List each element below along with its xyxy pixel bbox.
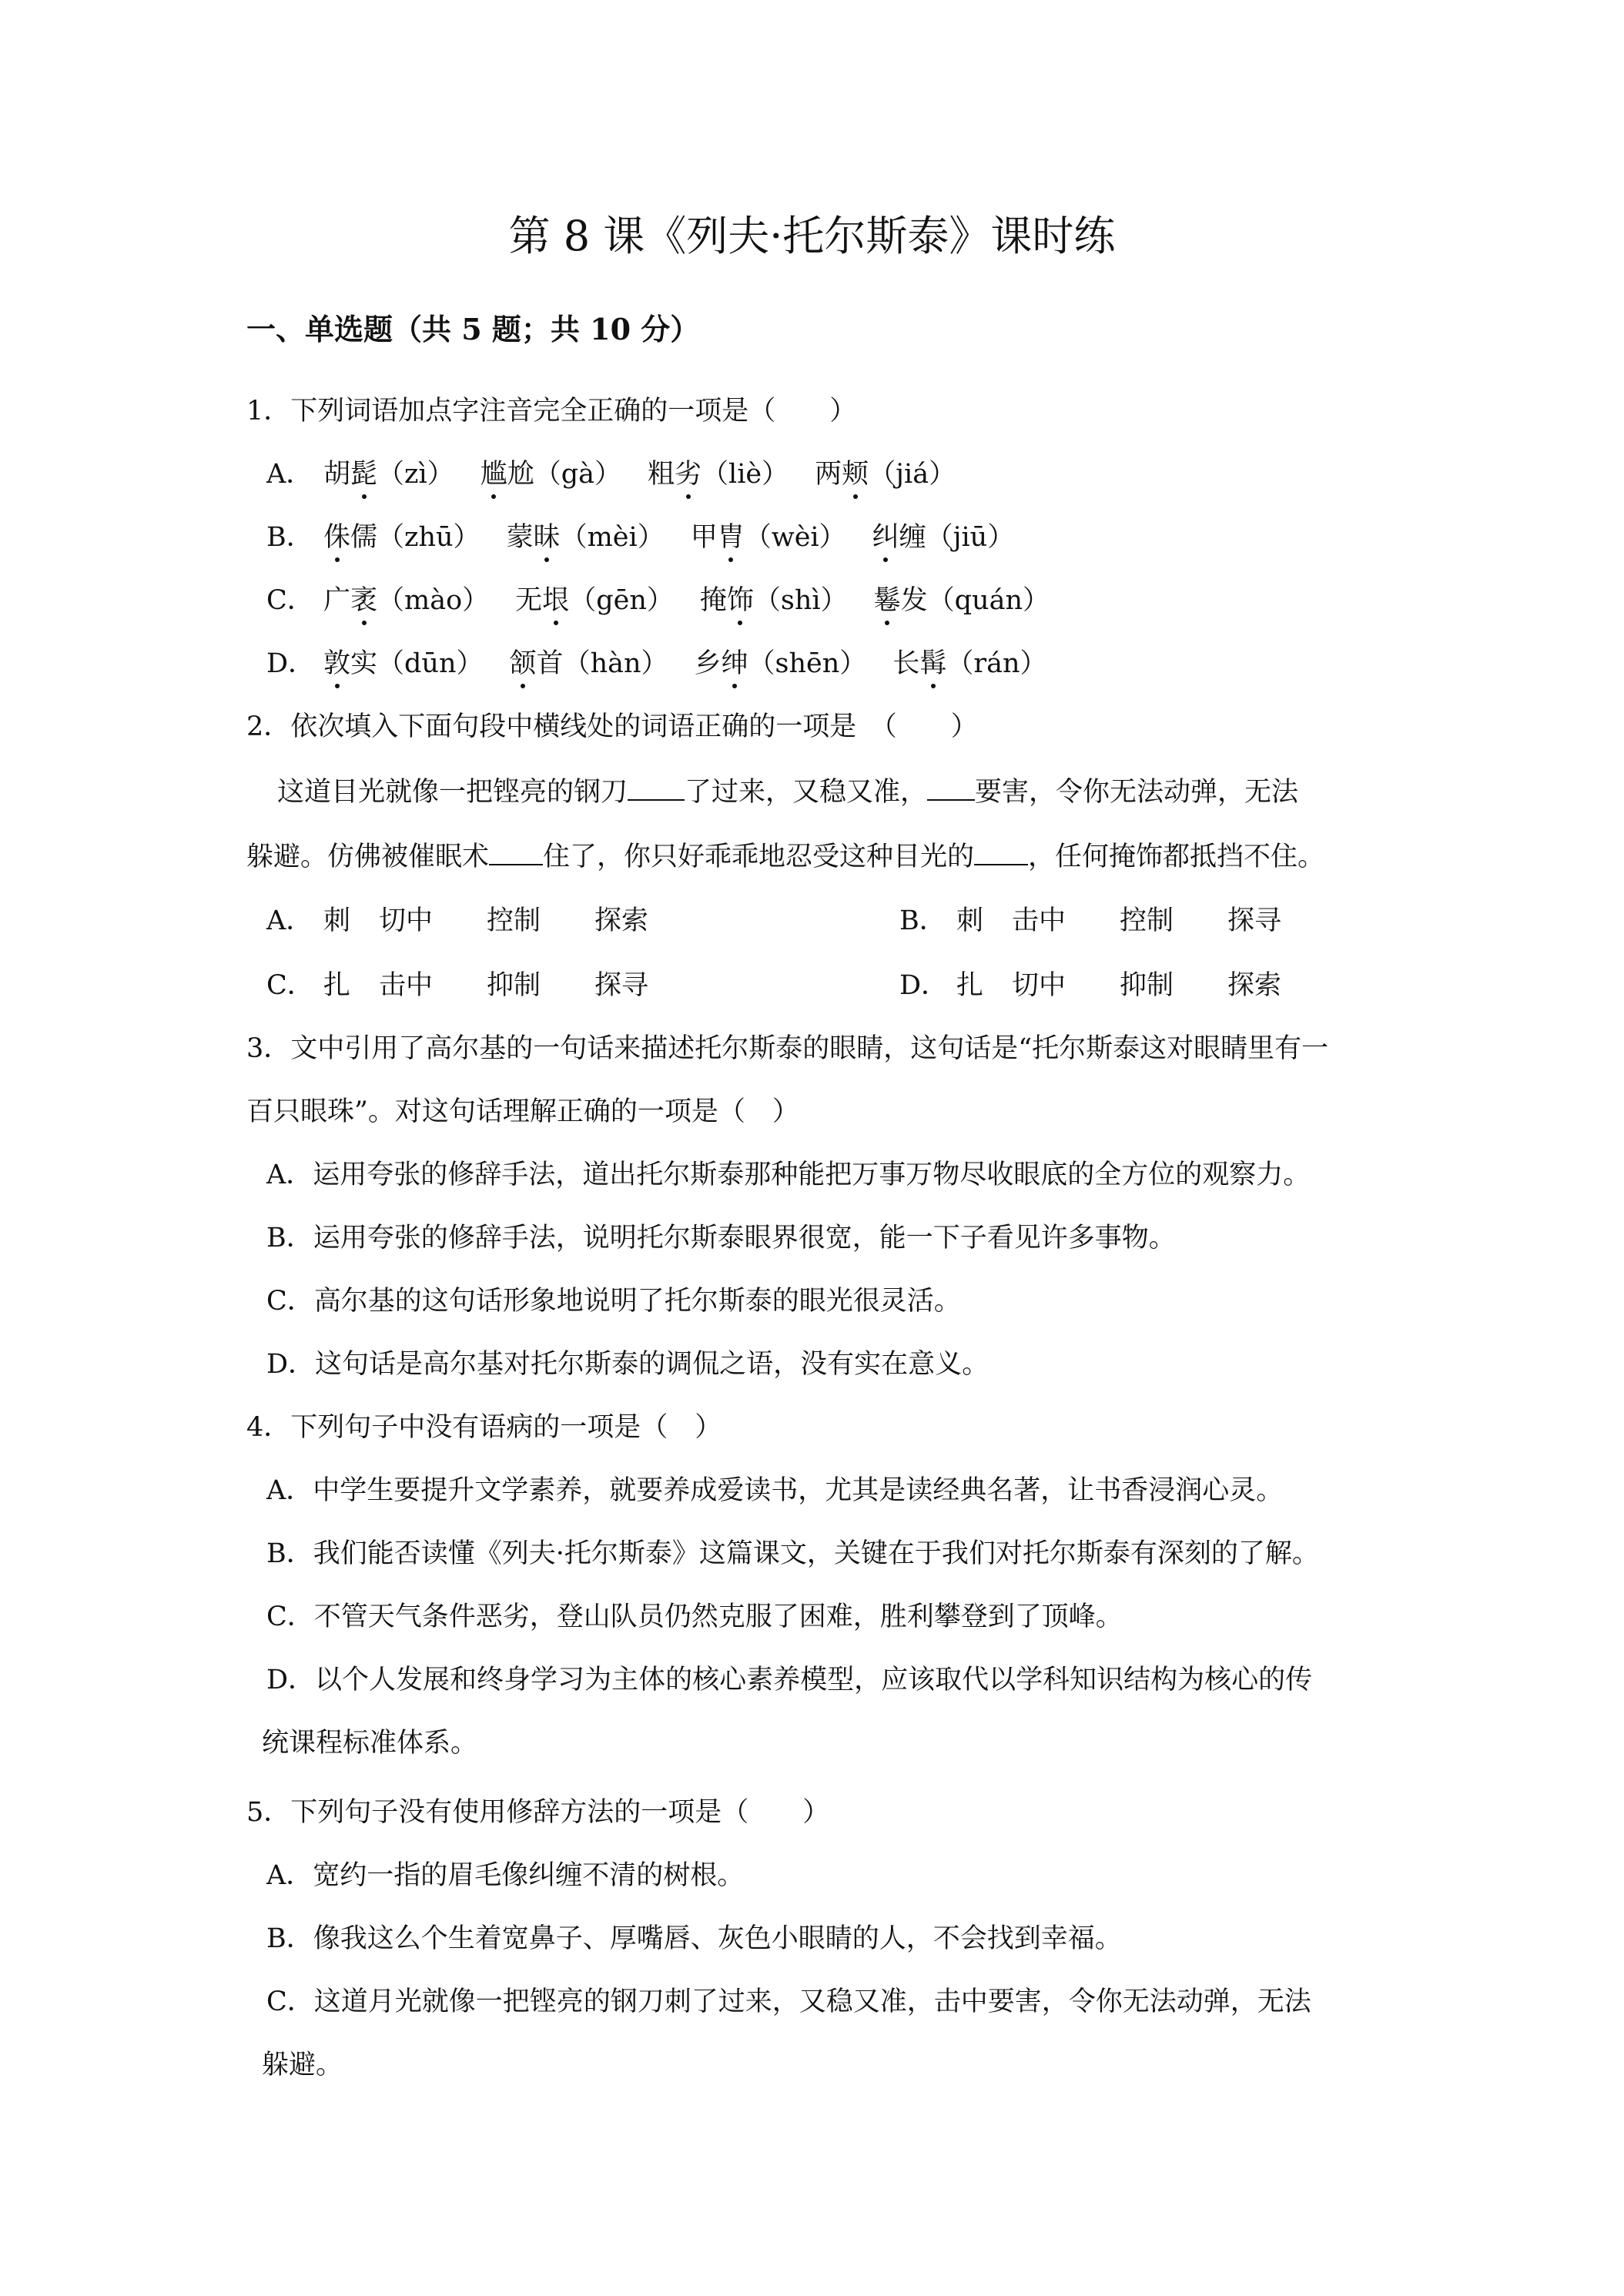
question-2-option-d[interactable]: D． 扎 切中 抑制 探索 [899,970,1282,1001]
question-2-passage-line-2: 躲避。仿佛被催眠术 住了，你只好乖乖地忍受这种目光的 ，任何掩饰都抵挡不住。 [246,838,1324,875]
question-3-stem-line-2: 百只眼珠”。对这句话理解正确的一项是（ ） [246,1096,799,1127]
section-heading: 一、单选题（共 5 题；共 10 分） [246,312,700,346]
question-2-option-a[interactable]: A． 刺 切中 控制 探索 [266,905,649,936]
fill-blank-2[interactable] [927,773,975,801]
question-1-option-a[interactable]: A． 胡髭（zì） 尴尬（gà） 粗劣（liè） 两颊（jiá） [266,456,956,493]
question-2-option-b[interactable]: B． 刺 击中 控制 探寻 [899,905,1282,936]
fill-blank-3[interactable] [489,838,543,865]
question-3-option-b[interactable]: B．运用夸张的修辞手法，说明托尔斯泰眼界很宽，能一下子看见许多事物。 [266,1223,1176,1253]
question-1-stem: 1．下列词语加点字注音完全正确的一项是（ ） [246,396,857,427]
question-3-option-d[interactable]: D．这句话是高尔基对托尔斯泰的调侃之语，没有实在意义。 [266,1349,989,1380]
question-1-option-d[interactable]: D． 敦实（dūn） 颔首（hàn） 乡绅（shēn） 长髯（rán） [266,645,1046,682]
question-5-option-c-continued: 躲避。 [262,2050,343,2080]
question-4-option-d[interactable]: D．以个人发展和终身学习为主体的核心素养模型，应该取代以学科知识结构为核心的传 [266,1665,1313,1695]
question-5-option-c[interactable]: C．这道月光就像一把铿亮的钢刀刺了过来，又稳又准，击中要害，令你无法动弹，无法 [266,1986,1311,2017]
question-5-option-a[interactable]: A．宽约一指的眉毛像纠缠不清的树根。 [266,1860,745,1891]
question-3-option-c[interactable]: C．高尔基的这句话形象地说明了托尔斯泰的眼光很灵活。 [266,1286,961,1317]
question-2-passage-line-1: 这道目光就像一把铿亮的钢刀 了过来，又稳又准， 要害，令你无法动弹，无法 [277,773,1298,811]
question-4-option-a[interactable]: A．中学生要提升文学素养，就要养成爱读书，尤其是读经典名著，让书香浸润心灵。 [266,1475,1284,1506]
question-4-stem: 4．下列句子中没有语病的一项是（ ） [246,1412,722,1443]
question-5-option-b[interactable]: B．像我这么个生着宽鼻子、厚嘴唇、灰色小眼睛的人，不会找到幸福。 [266,1923,1122,1954]
question-5-stem: 5．下列句子没有使用修辞方法的一项是（ ） [246,1797,830,1828]
fill-blank-1[interactable] [628,773,685,801]
question-3-stem-line-1: 3．文中引用了高尔基的一句话来描述托尔斯泰的眼睛，这句话是“托尔斯泰这对眼睛里有一 [246,1033,1329,1064]
question-1-option-b[interactable]: B． 侏儒（zhū） 蒙昧（mèi） 甲胄（wèi） 纠缠（jiū） [266,519,1014,556]
question-2-option-c[interactable]: C． 扎 击中 抑制 探寻 [266,970,649,1001]
question-2-stem: 2．依次填入下面句段中横线处的词语正确的一项是 （ ） [246,711,978,742]
question-4-option-c[interactable]: C．不管天气条件恶劣，登山队员仍然克服了困难，胜利攀登到了顶峰。 [266,1602,1123,1632]
question-4-option-b[interactable]: B．我们能否读懂《列夫·托尔斯泰》这篇课文，关键在于我们对托尔斯泰有深刻的了解。 [266,1538,1319,1569]
fill-blank-4[interactable] [974,838,1028,865]
question-1-option-c[interactable]: C． 广袤（mào） 无垠（gēn） 掩饰（shì） 鬈发（quán） [266,582,1050,619]
question-4-option-d-continued: 统课程标准体系。 [262,1728,478,1759]
question-3-option-a[interactable]: A．运用夸张的修辞手法，道出托尔斯泰那种能把万事万物尽收眼底的全方位的观察力。 [266,1160,1311,1190]
page-title: 第 8 课《列夫·托尔斯泰》课时练 [508,212,1116,260]
